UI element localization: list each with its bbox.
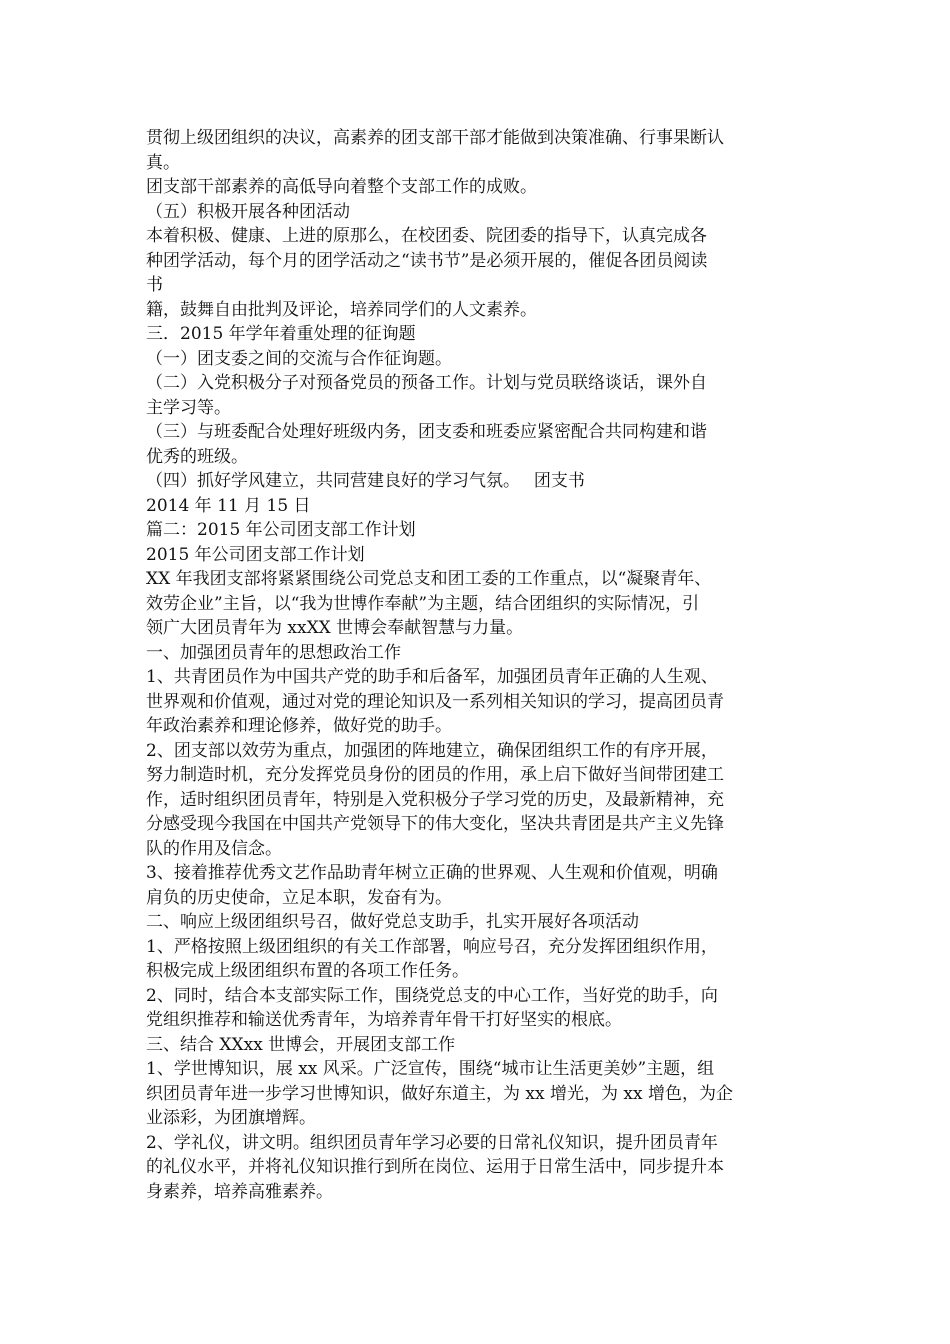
text-line: 二、响应上级团组织号召，做好党总支助手，扎实开展好各项活动 bbox=[146, 912, 639, 932]
text-line: 世界观和价值观，通过对党的理论知识及一系列相关知识的学习，提高团员青 bbox=[146, 691, 724, 712]
text-line: 2、同时，结合本支部实际工作，围绕党总支的中心工作，当好党的助手，向 bbox=[146, 985, 718, 1006]
text-line: 1、共青团员作为中国共产党的助手和后备军，加强团员青年正确的人生观、 bbox=[146, 667, 718, 687]
text-line: 一、加强团员青年的思想政治工作 bbox=[146, 642, 401, 663]
text-line: XX 年我团支部将紧紧围绕公司党总支和团工委的工作重点，以“凝聚青年、 bbox=[146, 569, 712, 589]
text-line: 领广大团员青年为 xxXX 世博会奉献智慧与力量。 bbox=[146, 618, 524, 638]
text-line: 队的作用及信念。 bbox=[146, 838, 282, 859]
text-line: 的礼仪水平，并将礼仪知识推行到所在岗位、运用于日常生活中，同步提升本 bbox=[146, 1157, 724, 1177]
text-line: 努力制造时机，充分发挥党员身份的团员的作用，承上启下做好当间带团建工 bbox=[146, 765, 724, 785]
text-line: 优秀的班级。 bbox=[146, 446, 248, 467]
document-body bbox=[146, 126, 806, 1204]
text-line: 籍，鼓舞自由批判及评论，培养同学们的人文素养。 bbox=[146, 299, 537, 320]
text-line: 1、严格按照上级团组织的有关工作部署，响应号召，充分发挥团组织作用， bbox=[146, 936, 718, 957]
text-line: 书 bbox=[146, 275, 163, 295]
text-line: 真。 bbox=[146, 152, 180, 173]
text-line: 种团学活动，每个月的团学活动之“读书节”是必须开展的，催促各团员阅读 bbox=[146, 250, 708, 271]
text-line: 肩负的历史使命，立足本职，发奋有为。 bbox=[146, 887, 452, 908]
text-line: 效劳企业”主旨，以“我为世博作奉献”为主题，结合团组织的实际情况，引 bbox=[146, 593, 700, 614]
text-line: （三）与班委配合处理好班级内务，团支委和班委应紧密配合共同构建和谐 bbox=[146, 422, 707, 442]
text-line: 身素养，培养高雅素养。 bbox=[146, 1181, 333, 1202]
text-line: 三、结合 XXxx 世博会，开展团支部工作 bbox=[146, 1034, 456, 1055]
text-line: 3、接着推荐优秀文艺作品助青年树立正确的世界观、人生观和价值观，明确 bbox=[146, 863, 718, 883]
text-line: 分感受现今我国在中国共产党领导下的伟大变化，坚决共青团是共产主义先锋 bbox=[146, 814, 724, 834]
text-line: （一）团支委之间的交流与合作征询题。 bbox=[146, 348, 452, 369]
text-line: 本着积极、健康、上进的原那么，在校团委、院团委的指导下，认真完成各 bbox=[146, 226, 707, 246]
text-line: 作，适时组织团员青年，特别是入党积极分子学习党的历史，及最新精神，充 bbox=[146, 789, 724, 810]
text-line: 党组织推荐和输送优秀青年，为培养青年骨干打好坚实的根底。 bbox=[146, 1010, 622, 1030]
text-line: 主学习等。 bbox=[146, 397, 231, 418]
text-line: 2014 年 11 月 15 日 bbox=[146, 495, 311, 516]
text-line: 团支部干部素养的高低导向着整个支部工作的成败。 bbox=[146, 177, 537, 197]
text-line: 2、学礼仪，讲文明。组织团员青年学习必要的日常礼仪知识，提升团员青年 bbox=[146, 1132, 718, 1153]
text-line: 业添彩，为团旗增辉。 bbox=[146, 1108, 316, 1128]
text-line: （四）抓好学风建立，共同营建良好的学习气氛。 团支书 bbox=[146, 471, 585, 491]
text-line: 年政治素养和理论修养，做好党的助手。 bbox=[146, 716, 452, 736]
text-line: 篇二：2015 年公司团支部工作计划 bbox=[146, 520, 416, 540]
text-line: 2、团支部以效劳为重点，加强团的阵地建立，确保团组织工作的有序开展， bbox=[146, 740, 718, 761]
text-line: （五）积极开展各种团活动 bbox=[146, 201, 350, 222]
text-line: 1、学世博知识，展 xx 风采。广泛宣传，围绕“城市让生活更美妙”主题，组 bbox=[146, 1059, 715, 1079]
text-line: 织团员青年进一步学习世博知识，做好东道主，为 xx 增光，为 xx 增色，为企 bbox=[146, 1083, 733, 1104]
text-line: 贯彻上级团组织的决议，高素养的团支部干部才能做到决策准确、行事果断认 bbox=[146, 128, 724, 148]
text-line: 积极完成上级团组织布置的各项工作任务。 bbox=[146, 961, 469, 981]
text-line: 2015 年公司团支部工作计划 bbox=[146, 544, 365, 565]
text-line: 三．2015 年学年着重处理的征询题 bbox=[146, 324, 416, 344]
text-line: （二）入党积极分子对预备党员的预备工作。计划与党员联络谈话，课外自 bbox=[146, 373, 707, 393]
